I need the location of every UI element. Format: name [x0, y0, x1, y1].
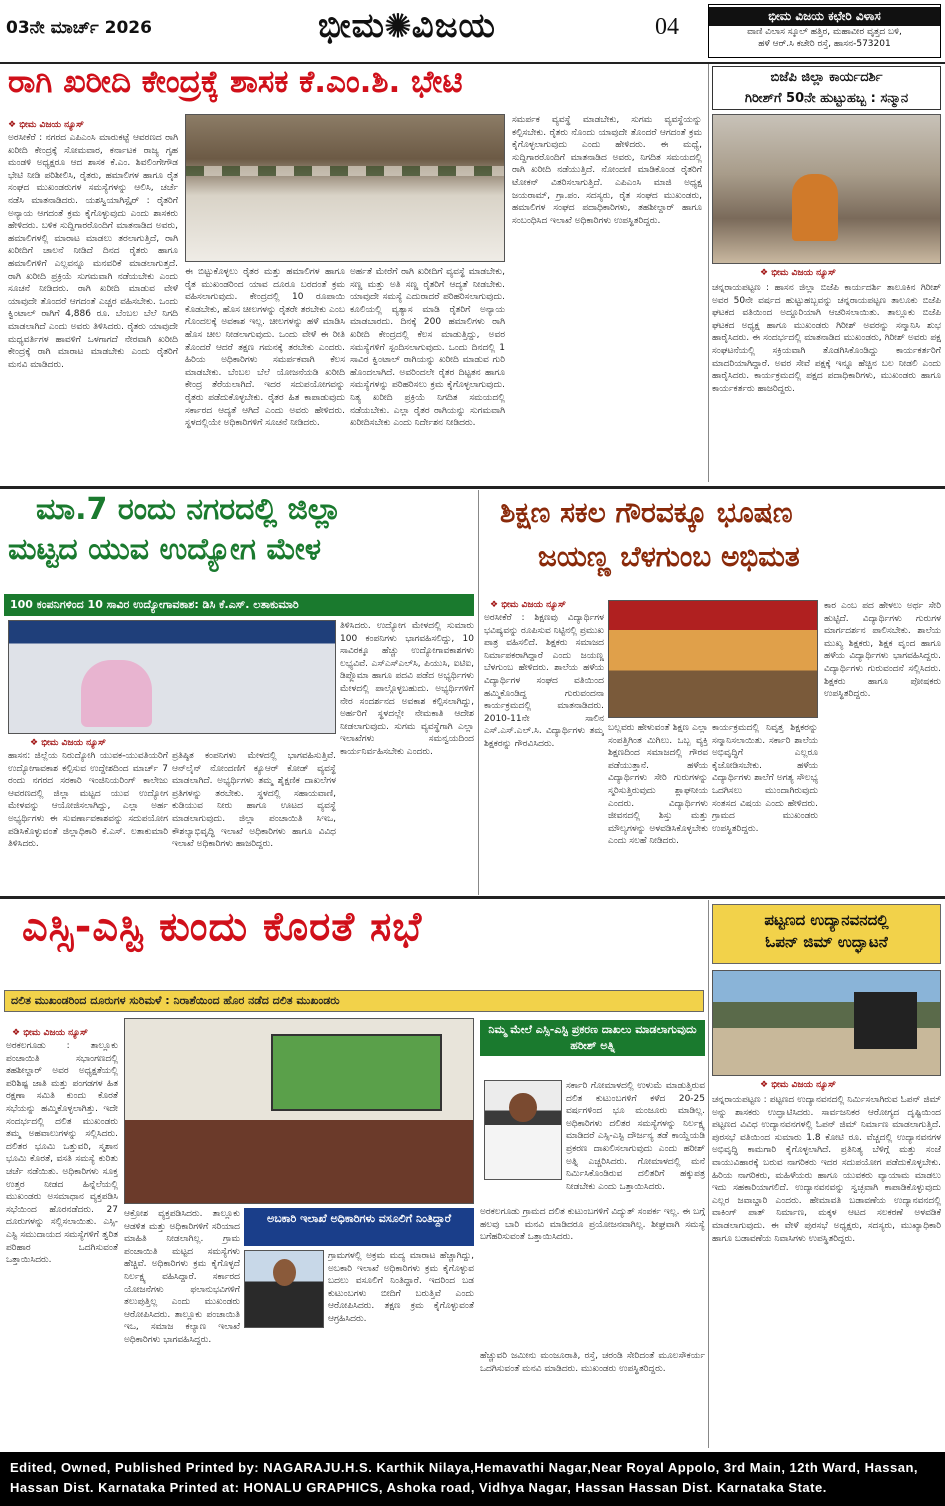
office-address-line1: ವಾಣಿ ವಿಲಾಸ ಸ್ಕೂಲ್ ಹತ್ತಿರ, ಮಹಾವೀರ ವೃತ್ತದ ಬಳಿ, [747, 27, 902, 37]
imprint-line2: Hassan Dist. Karnataka Printed at: HONALU GRAPHICS, Ashoka road, Vidhya Nagar, Hassan Hassan Dist. Karnataka State. [10, 1480, 827, 1495]
article6-body: ಚನ್ನರಾಯಪಟ್ಟಣ : ಪಟ್ಟಣದ ಉದ್ಯಾನವನದಲ್ಲಿ ನಿರ್ಮಿಸಲಾಗಿರುವ ಓಪನ್ ಜಿಮ್ ಅನ್ನು ಶಾಸಕರು ಉದ್ಘಾಟಿಸಿದರು. ಸಾರ್ವಜನಿಕರ ಆರೋಗ್ಯದ ದೃಷ್ಟಿಯಿಂದ ಪಟ್ಟಣದ ವಿವಿಧ ಉದ್ಯಾನವನಗಳಲ್ಲಿ ಓಪನ್ ಜಿಮ್ ನಿರ್ಮಾಣ ಮಾಡಲಾಗುತ್ತಿದೆ. ಪುರಸಭೆ ವತಿಯಿಂದ ಸುಮಾರು 1.8 ಕೋಟಿ ರೂ. ವೆಚ್ಚದಲ್ಲಿ ಉದ್ಯಾನವನಗಳ ಅಭಿವೃದ್ಧಿ ಕಾಮಗಾರಿ ಕೈಗೊಳ್ಳಲಾಗಿದೆ. ಪ್ರತಿನಿತ್ಯ ಬೆಳಿಗ್ಗೆ ಮತ್ತು ಸಂಜೆ ವಾಯುವಿಹಾರಕ್ಕೆ ಬರುವ ನಾಗರಿಕರು ಇದರ ಸದುಪಯೋಗ ಪಡೆದುಕೊಳ್ಳಬೇಕು. ಹಿರಿಯ ನಾಗರಿಕರು, ಮಹಿಳೆಯರು ಹಾಗೂ ಯುವಕರು ವ್ಯಾಯಾಮ ಮಾಡಲು ಇದು ಸಹಕಾರಿಯಾಗಲಿದೆ. ಉದ್ಯಾನವನವನ್ನು ಸ್ವಚ್ಛವಾಗಿ ಕಾಪಾಡಿಕೊಳ್ಳುವುದು ಎಲ್ಲರ ಜವಾಬ್ದಾರಿ ಎಂದರು. ಹೇಮಾವತಿ ಬಡಾವಣೆಯ ಉದ್ಯಾನವನದಲ್ಲಿ ವಾಕಿಂಗ್ ಪಾತ್ ನಿರ್ಮಾಣ, ಮಕ್ಕಳ ಆಟದ ಸಲಕರಣೆ ಅಳವಡಿಕೆ ಮಾಡಲಾಗುವುದು. ಈ ವೇಳೆ ಪುರಸಭೆ ಅಧ್ಯಕ್ಷರು, ಸದಸ್ಯರು, ಮುಖ್ಯಾಧಿಕಾರಿ ಹಾಗೂ ಬಡಾವಣೆಯ ನಿವಾಸಿಗಳು ಉಪಸ್ಥಿತರಿದ್ದರು. [712, 1095, 941, 1244]
section-rule-2 [0, 896, 945, 899]
article3-headline-line2: ಮಟ್ಟದ ಯುವ ಉದ್ಯೋಗ ಮೇಳ [8, 532, 322, 567]
article5-box1-portrait [484, 1080, 562, 1180]
section-rule-1 [0, 486, 945, 489]
article3-subhead: 100 ಕಂಪನಿಗಳಿಂದ 10 ಸಾವಿರ ಉದ್ಯೋಗಾವಕಾಶ: ಡಿಸಿ ಕೆ.ಎಸ್. ಲತಾಕುಮಾರಿ [10, 598, 299, 611]
article5-byline: ❖ ಭೀಮ ವಿಜಯ ನ್ಯೂಸ್ [12, 1028, 88, 1038]
article5-box3-body: ಅರಕಲಗೂಡು ಗ್ರಾಮದ ದಲಿತ ಕುಟುಂಬಗಳಿಗೆ ವಿದ್ಯುತ್ ಸಂಪರ್ಕ ಇಲ್ಲ. ಈ ಬಗ್ಗೆ ಹಲವು ಬಾರಿ ಮನವಿ ಮಾಡಿದರೂ ಪ್ರಯೋಜನವಾಗಿಲ್ಲ. ಶೀಘ್ರವಾಗಿ ಸಮಸ್ಯೆ ಬಗೆಹರಿಸುವಂತೆ ಒತ್ತಾಯಿಸಿದರು. [480, 1207, 705, 1243]
article3-col3: ಪ್ರತಿಷ್ಠಿತ ಕಂಪನಿಗಳು ಮೇಳದಲ್ಲಿ ಭಾಗವಹಿಸುತ್ತಿವೆ. ಆನ್‌ಲೈನ್ ನೋಂದಣಿಗೆ ಕ್ಯೂಆರ್ ಕೋಡ್ ವ್ಯವಸ್ಥೆ ಮಾಡಲಾಗಿದೆ. ಅಭ್ಯರ್ಥಿಗಳು ತಮ್ಮ ಶೈಕ್ಷಣಿಕ ದಾಖಲೆಗಳ ಪ್ರತಿಗಳನ್ನು ತರಬೇಕು. ಸ್ಥಳದಲ್ಲಿ ಸಹಾಯವಾಣಿ, ಕುಡಿಯುವ ನೀರು ಹಾಗೂ ಊಟದ ವ್ಯವಸ್ಥೆ ಮಾಡಲಾಗುವುದು. ಜಿಲ್ಲಾ ಪಂಚಾಯಿತಿ ಸಿಇಒ, ಕೌಶಲ್ಯಾಭಿವೃದ್ಧಿ ಇಲಾಖೆ ಅಧಿಕಾರಿಗಳು ಹಾಗೂ ವಿವಿಧ ಇಲಾಖೆ ಅಧಿಕಾರಿಗಳು ಹಾಜರಿದ್ದರು. [172, 751, 336, 850]
article5-subhead: ದಲಿತ ಮುಖಂಡರಿಂದ ದೂರುಗಳ ಸುರಿಮಳೆ : ನಿರಾಶೆಯಿಂದ ಹೊರ ನಡೆದ ದಲಿತ ಮುಖಂಡರು [11, 994, 340, 1007]
article2-byline: ❖ ಭೀಮ ವಿಜಯ ನ್ಯೂಸ್ [760, 268, 836, 278]
article5-subhead-bar [4, 990, 704, 1012]
article4-col4: ಕಾರ ಎಂಬ ಪದ ಹೇಳಲು ಅರ್ಥ ಸೇರಿ ಹುಟ್ಟಿದೆ. ವಿದ್ಯಾರ್ಥಿಗಳು ಗುರುಗಳ ಮಾರ್ಗದರ್ಶನ ಪಾಲಿಸಬೇಕು. ಶಾಲೆಯ ಮುಖ್ಯ ಶಿಕ್ಷಕರು, ಶಿಕ್ಷಕ ವೃಂದ ಹಾಗೂ ಹಳೆಯ ವಿದ್ಯಾರ್ಥಿಗಳು ಭಾಗವಹಿಸಿದ್ದರು. ವಿದ್ಯಾರ್ಥಿಗಳು ಗುರುವಂದನೆ ಸಲ್ಲಿಸಿದರು. ಶಿಕ್ಷಕರು ಹಾಗೂ ಪೋಷಕರು ಉಪಸ್ಥಿತರಿದ್ದರು. [824, 601, 941, 700]
article1-col2: ಈ ಬಿಟ್ಟುಕೊಳ್ಳಲು ರೈತರ ಮತ್ತು ಹಮಾಲಿಗಳ ಹಾಗೂ ರೈತ ಮುಖಂಡರಿಂದ ಯಾವ ದೂರೂ ಬರದಂತೆ ಕ್ರಮ ವಹಿಸಲಾಗುವುದು. ಕೇಂದ್ರದಲ್ಲಿ 10 ರೂಪಾಯಿ ಕೊಡಬೇಕು, ಹೊಸ ಚೀಲಗಳನ್ನು ರೈತರೇ ತರಬೇಕು ಎಂಬ ಗೊಂದಲಕ್ಕೆ ಅವಕಾಶ ಇಲ್ಲ. ಚೀಲಗಳನ್ನು ಹಳೆ ಮಾಡಿಸಿ ಹೊಸ ಚೀಲ ನೀಡಲಾಗುವುದು. ಒಂದು ವೇಳೆ ಈ ರೀತಿ ತೊಂದರೆ ಆದರೆ ತಕ್ಷಣ ಗಮನಕ್ಕೆ ತರಬೇಕು ಎಂದರು. ಹಿರಿಯ ಅಧಿಕಾರಿಗಳು ಸಮರ್ಪಕವಾಗಿ ಕೆಲಸ ಮಾಡಬೇಕು. ಬೆಂಬಲ ಬೆಲೆ ಯೋಜನೆಯಡಿ ಖರೀದಿ ಕೇಂದ್ರ ತೆರೆಯಲಾಗಿದೆ. ಇದರ ಸದುಪಯೋಗವನ್ನು ರೈತರು ಪಡೆದುಕೊಳ್ಳಬೇಕು. ರೈತರ ಹಿತ ಕಾಪಾಡುವುದು ಸರ್ಕಾರದ ಆದ್ಯತೆ ಆಗಿದೆ ಎಂದು ಅವರು ಹೇಳಿದರು. ಸ್ಥಳದಲ್ಲಿಯೇ ಅಧಿಕಾರಿಗಳಿಗೆ ಸೂಚನೆ ನೀಡಿದರು. [185, 267, 345, 429]
newspaper-logo: ಭೀಮ✺ವಿಜಯ [318, 6, 496, 46]
article4-byline: ❖ ಭೀಮ ವಿಜಯ ನ್ಯೂಸ್ [490, 600, 566, 610]
article4-headline-line1: ಶಿಕ್ಷಣ ಸಕಲ ಗೌರವಕ್ಕೂ ಭೂಷಣ [500, 496, 793, 529]
office-address-line2: ಹಳೆ ಆರ್.ಸಿ ಕಚೇರಿ ರಸ್ತೆ, ಹಾಸನ-573201 [758, 39, 891, 49]
article3-byline: ❖ ಭೀಮ ವಿಜಯ ನ್ಯೂಸ್ [30, 738, 106, 748]
article3-col1: ಹಾಸನ: ಜಿಲ್ಲೆಯ ನಿರುದ್ಯೋಗಿ ಯುವಕ-ಯುವತಿಯರಿಗೆ ಉದ್ಯೋಗಾವಕಾಶ ಕಲ್ಪಿಸುವ ಉದ್ದೇಶದಿಂದ ಮಾರ್ಚ್ 7 ರಂದು ನಗರದ ಸರಕಾರಿ ಇಂಜಿನಿಯರಿಂಗ್ ಕಾಲೇಜು ಆವರಣದಲ್ಲಿ ಜಿಲ್ಲಾ ಮಟ್ಟದ ಯುವ ಉದ್ಯೋಗ ಮೇಳವನ್ನು ಆಯೋಜಿಸಲಾಗಿದ್ದು, ಎಲ್ಲಾ ಅರ್ಹ ಅಭ್ಯರ್ಥಿಗಳು ಈ ಸುವರ್ಣಾವಕಾಶವನ್ನು ಸದುಪಯೋಗ ಪಡಿಸಿಕೊಳ್ಳುವಂತೆ ಜಿಲ್ಲಾಧಿಕಾರಿ ಕೆ.ಎಸ್. ಲತಾಕುಮಾರಿ ತಿಳಿಸಿದರು. [8, 751, 168, 850]
article5-box1-title: ನಿಮ್ಮ ಮೇಲೆ ಎಸ್ಸಿ-ಎಸ್ಟಿ ಪ್ರಕರಣ ದಾಖಲು ಮಾಡಲಾಗುವುದು ಹರೀಶ್ ಅತ್ನಿ [488, 1023, 697, 1052]
article6-headline-box [712, 904, 941, 964]
article5-box4-body: ಹೆಚ್ಚುವರಿ ಜಮೀನು ಮಂಜೂರಾತಿ, ರಸ್ತೆ, ಚರಂಡಿ ಸೇರಿದಂತೆ ಮೂಲಸೌಕರ್ಯ ಒದಗಿಸುವಂತೆ ಮನವಿ ಮಾಡಿದರು. ಮುಖಂಡರು ಉಪಸ್ಥಿತರಿದ್ದರು. [480, 1351, 705, 1374]
article3-headline-line1: ಮಾ.7 ರಂದು ನಗರದಲ್ಲಿ ಜಿಲ್ಲಾ [36, 492, 342, 527]
article6-headline-line2: ಓಪನ್ ಜಿಮ್ ಉದ್ಘಾಟನೆ [765, 933, 888, 951]
article5-photo [124, 1018, 474, 1204]
article1-col4b [512, 266, 702, 462]
article1-headline: ರಾಗಿ ಖರೀದಿ ಕೇಂದ್ರಕ್ಕೆ ಶಾಸಕ ಕೆ.ಎಂ.ಶಿ. ಭೇಟಿ [8, 64, 463, 100]
article2-headline-line2: ಗಿರೀಶ್‌ಗೆ 50ನೇ ಹುಟ್ಟುಹಬ್ಬ : ಸನ್ಮಾನ [744, 91, 909, 106]
imprint-footer [0, 1452, 945, 1506]
article1-byline: ❖ ಭೀಮ ವಿಜಯ ನ್ಯೂಸ್ [8, 120, 84, 130]
article5-headline: ಎಸ್ಸಿ-ಎಸ್ಟಿ ಕುಂದು ಕೊರತೆ ಸಭೆ [22, 904, 423, 950]
article1-photo [185, 114, 505, 262]
article4-col3: ಕಾರ್ಯಕ್ರಮದಲ್ಲಿ ನಿವೃತ್ತ ಶಿಕ್ಷಕರನ್ನು ಸನ್ಮಾನಿಸಲಾಯಿತು. ಸರ್ಕಾರಿ ಶಾಲೆಯ ಅಭಿವೃದ್ಧಿಗೆ ಎಲ್ಲರೂ ಕೈಜೋಡಿಸಬೇಕು. ಹಳೆಯ ವಿದ್ಯಾರ್ಥಿಗಳು ಶಾಲೆಗೆ ಅಗತ್ಯ ಸೌಲಭ್ಯ ಒದಗಿಸಲು ಮುಂದಾಗಿರುವುದು ಸಂತಸದ ವಿಷಯ ಎಂದು ಹೇಳಿದರು. ಗ್ರಾಮದ ಮುಖಂಡರು ಉಪಸ್ಥಿತರಿದ್ದರು. [712, 723, 818, 834]
article5-col1: ಅರಕಲಗೂಡು : ತಾಲ್ಲೂಕು ಪಂಚಾಯಿತಿ ಸಭಾಂಗಣದಲ್ಲಿ ತಹಶೀಲ್ದಾರ್ ಅವರ ಅಧ್ಯಕ್ಷತೆಯಲ್ಲಿ ಪರಿಶಿಷ್ಟ ಜಾತಿ ಮತ್ತು ಪಂಗಡಗಳ ಹಿತ ರಕ್ಷಣಾ ಸಮಿತಿ ಕುಂದು ಕೊರತೆ ಸಭೆಯನ್ನು ಹಮ್ಮಿಕೊಳ್ಳಲಾಗಿತ್ತು. ಇದೇ ಸಂದರ್ಭದಲ್ಲಿ ದಲಿತ ಮುಖಂಡರು ತಮ್ಮ ಅಹವಾಲುಗಳನ್ನು ಸಲ್ಲಿಸಿದರು. ದಲಿತರ ಭೂಮಿ ಒತ್ತುವರಿ, ಸ್ಮಶಾನ ಭೂಮಿ ಕೊರತೆ, ವಸತಿ ಸಮಸ್ಯೆ ಕುರಿತು ಚರ್ಚೆ ನಡೆಯಿತು. ಅಧಿಕಾರಿಗಳು ಸೂಕ್ತ ಉತ್ತರ ನೀಡದ ಹಿನ್ನೆಲೆಯಲ್ಲಿ ಮುಖಂಡರು ಅಸಮಾಧಾನ ವ್ಯಕ್ತಪಡಿಸಿ ಸಭೆಯಿಂದ ಹೊರನಡೆದರು. 27 ದೂರುಗಳನ್ನು ಸಲ್ಲಿಸಲಾಯಿತು. ಎಸ್ಸಿ-ಎಸ್ಟಿ ಸಮುದಾಯದ ಸಮಸ್ಯೆಗಳಿಗೆ ತ್ವರಿತ ಪರಿಹಾರ ಒದಗಿಸುವಂತೆ ಒತ್ತಾಯಿಸಿದರು. [6, 1041, 118, 1266]
article2-headline-box [712, 66, 941, 110]
article2-body: ಚನ್ನರಾಯಪಟ್ಟಣ : ಹಾಸನ ಜಿಲ್ಲಾ ಬಿಜೆಪಿ ಕಾರ್ಯದರ್ಶಿ ತಾಲೂಕಿನ ಗಿರೀಶ್ ಅವರ 50ನೇ ವರ್ಷದ ಹುಟ್ಟುಹಬ್ಬವನ್ನು ಚನ್ನರಾಯಪಟ್ಟಣ ತಾಲೂಕು ಬಿಜೆಪಿ ಘಟಕದ ವತಿಯಿಂದ ಅದ್ದೂರಿಯಾಗಿ ಆಚರಿಸಲಾಯಿತು. ತಾಲ್ಲೂಕು ಬಿಜೆಪಿ ಘಟಕದ ಅಧ್ಯಕ್ಷ ಹಾಗೂ ಮುಖಂಡರು ಗಿರೀಶ್ ಅವರನ್ನು ಸನ್ಮಾನಿಸಿ ಶುಭ ಹಾರೈಸಿದರು. ಈ ಸಂದರ್ಭದಲ್ಲಿ ಮಾತನಾಡಿದ ಮುಖಂಡರು, ಗಿರೀಶ್ ಅವರು ಪಕ್ಷ ಸಂಘಟನೆಯಲ್ಲಿ ಸಕ್ರಿಯವಾಗಿ ತೊಡಗಿಸಿಕೊಂಡಿದ್ದು ಕಾರ್ಯಕರ್ತರಿಗೆ ಮಾದರಿಯಾಗಿದ್ದಾರೆ. ಅವರ ಸೇವೆ ಪಕ್ಷಕ್ಕೆ ಇನ್ನೂ ಹೆಚ್ಚಿನ ಬಲ ನೀಡಲಿ ಎಂದು ಹಾರೈಸಿದರು. ಕಾರ್ಯಕ್ರಮದಲ್ಲಿ ಪಕ್ಷದ ಪದಾಧಿಕಾರಿಗಳು, ಮುಖಂಡರು ಹಾಗೂ ಕಾರ್ಯಕರ್ತರು ಹಾಜರಿದ್ದರು. [712, 283, 941, 394]
article1-col3: ಅರ್ಹತೆ ಮೇರೆಗೆ ರಾಗಿ ಖರೀದಿಗೆ ವ್ಯವಸ್ಥೆ ಮಾಡಬೇಕು, ಸಣ್ಣ ಮತ್ತು ಅತಿ ಸಣ್ಣ ರೈತರಿಗೆ ಆದ್ಯತೆ ನೀಡಬೇಕು. ಯಾವುದೇ ಸಮಸ್ಯೆ ಎದುರಾದರೆ ಪರಿಹರಿಸಲಾಗುವುದು. ಕೂಲಿಯಲ್ಲಿ ವ್ಯತ್ಯಾಸ ಮಾಡಿ ರೈತರಿಗೆ ಅನ್ಯಾಯ ಮಾಡಬಾರದು. ದಿನಕ್ಕೆ 200 ಹಮಾಲಿಗಳು ರಾಗಿ ಖರೀದಿ ಕೇಂದ್ರದಲ್ಲಿ ಕೆಲಸ ಮಾಡುತ್ತಿದ್ದು, ಅವರ ಸಮಸ್ಯೆಗಳಿಗೆ ಸ್ಪಂದಿಸಲಾಗುವುದು. ಒಂದು ದಿನದಲ್ಲಿ 1 ಸಾವಿರ ಕ್ವಿಂಟಾಲ್ ರಾಗಿಯನ್ನು ಖರೀದಿ ಮಾಡುವ ಗುರಿ ಹೊಂದಲಾಗಿದೆ. ಅವರಿಂದಲೇ ರೈತರ ದಿಟ್ಟತನ ಹಾಗೂ ಸಮಸ್ಯೆಗಳನ್ನು ಪರಿಹರಿಸಲು ಕ್ರಮ ಕೈಗೊಳ್ಳಲಾಗುವುದು. ನಿತ್ಯ ಖರೀದಿ ಪ್ರಕ್ರಿಯೆ ನಿಗದಿತ ಸಮಯದಲ್ಲಿ ನಡೆಯಬೇಕು. ಎಲ್ಲಾ ರೈತರ ರಾಗಿಯನ್ನು ಸುಗಮವಾಗಿ ಖರೀದಿಸಬೇಕು ಎಂದು ನಿರ್ದೇಶನ ನೀಡಿದರು. [350, 267, 505, 429]
column-divider-2 [478, 490, 479, 895]
article4-photo [608, 600, 818, 718]
office-address-box [708, 4, 941, 58]
article4-col1: ಅರಸೀಕೆರೆ : ಶಿಕ್ಷಣವು ವಿದ್ಯಾರ್ಥಿಗಳ ಭವಿಷ್ಯವನ್ನು ರೂಪಿಸುವ ನಿಟ್ಟಿನಲ್ಲಿ ಪ್ರಮುಖ ಪಾತ್ರ ವಹಿಸಲಿದೆ. ಶಿಕ್ಷಕರು ಸಮಾಜದ ನಿರ್ಮಾಪಕರಾಗಿದ್ದಾರೆ ಎಂದು ಜಯಣ್ಣ ಬೆಳಗುಂಬ ಹೇಳಿದರು. ಶಾಲೆಯ ಹಳೆಯ ವಿದ್ಯಾರ್ಥಿಗಳ ಸಂಘದ ವತಿಯಿಂದ ಹಮ್ಮಿಕೊಂಡಿದ್ದ ಗುರುವಂದನಾ ಕಾರ್ಯಕ್ರಮದಲ್ಲಿ ಮಾತನಾಡಿದರು. 2010-11ನೇ ಸಾಲಿನ ಎಸ್.ಎಸ್.ಎಲ್.ಸಿ. ವಿದ್ಯಾರ್ಥಿಗಳು ತಮ್ಮ ಶಿಕ್ಷಕರನ್ನು ಗೌರವಿಸಿದರು. [484, 613, 604, 749]
article1-col1: ಅರಸೀಕೆರೆ : ನಗರದ ಎಪಿಎಂಸಿ ಮಾರುಕಟ್ಟೆ ಆವರಣದ ರಾಗಿ ಖರೀದಿ ಕೇಂದ್ರಕ್ಕೆ ಸೋಮವಾರ, ಕರ್ನಾಟಕ ರಾಜ್ಯ ಗೃಹ ಮಂಡಳಿ ಅಧ್ಯಕ್ಷರೂ ಆದ ಶಾಸಕ ಕೆ.ಎಂ. ಶಿವಲಿಂಗೇಗೌಡ ಭೇಟಿ ನೀಡಿ ಪರಿಶೀಲಿಸಿ, ರೈತರು, ಹಮಾಲಿಗಳ ಹಾಗೂ ರೈತ ಸಂಘದ ಮುಖಂಡರುಗಳ ಸಮಸ್ಯೆಗಳನ್ನು ಆಲಿಸಿ, ಚರ್ಚೆ ನಡೆಸಿ ಮಾತನಾಡಿದರು. ಯಶಸ್ವಿಯಾಗಿಸ್ಪೈರ್ : ರೈತರಿಗೆ ಅನ್ಯಾಯ ಆಗದಂತೆ ಕ್ರಮ ಕೈಗೊಳ್ಳುವುದು ಎಂದು ಶಾಸಕರು ಹೇಳಿದರು. ಬಳಿಕ ಸುದ್ದಿಗಾರರೊಂದಿಗೆ ಮಾತನಾಡಿದ ಅವರು, ಹಮಾಲಿಗಳಲ್ಲಿ ಮಾರಾಟ ಮಾಡಲು ತರಲಾಗುತ್ತಿದೆ, ರಾಗಿ ಖರೀದಿಗೆ ಚಾಲನೆ ನೀಡಿದೆ ದಿನದ ರೈತರು ಹಾಗೂ ಹಮಾಲಿಗಳಿಗೆ ಎಲ್ಲವನ್ನೂ ಮನವರಿಕೆ ಮಾಡಲಾಗುತ್ತದೆ. ರಾಗಿ ಖರೀದಿ ಪ್ರಕ್ರಿಯೆ ಸುಗಮವಾಗಿ ನಡೆಯಬೇಕು ಎಂದು ಸೂಚನೆ ನೀಡಿದರು. ರಾಗಿ ಖರೀದಿ ಮಾಡುವ ವೇಳೆ ಯಾವುದೇ ತೊಂದರೆ ಆಗದಂತೆ ಎಚ್ಚರ ವಹಿಸಬೇಕು. ಒಂದು ಕ್ವಿಂಟಾಲ್ ರಾಗಿಗೆ 4,886 ರೂ. ಬೆಂಬಲ ಬೆಲೆ ನಿಗದಿ ಮಾಡಲಾಗಿದೆ ಎಂದು ಅವರು ತಿಳಿಸಿದರು. ರೈತರು ಯಾವುದೇ ಮಧ್ಯವರ್ತಿಗಳ ಹಾವಳಿಗೆ ಒಳಗಾಗದೆ ನೇರವಾಗಿ ಖರೀದಿ ಕೇಂದ್ರಕ್ಕೆ ರಾಗಿ ಮಾರಾಟ ಮಾಡಬೇಕು ಎಂದು ರೈತರಿಗೆ ಮನವಿ ಮಾಡಿದರು. [8, 133, 178, 370]
article5-box2-title-bar [244, 1208, 474, 1246]
article3-photo [8, 620, 336, 734]
article3-subhead-bar [4, 594, 474, 616]
article1-col4: ಸಮರ್ಪಕ ವ್ಯವಸ್ಥೆ ಮಾಡಬೇಕು, ಸುಗಮ ವ್ಯವಸ್ಥೆಯನ್ನು ಕಲ್ಪಿಸಬೇಕು. ರೈತರು ನೊಂದು ಯಾವುದೇ ತೊಂದರೆ ಆಗದಂತೆ ಕ್ರಮ ಕೈಗೊಳ್ಳಲಾಗುವುದು ಎಂದು ಹೇಳಿದರು. ಈ ಮಧ್ಯೆ, ಸುದ್ದಿಗಾರರೊಂದಿಗೆ ಮಾತನಾಡಿದ ಅವರು, ನಿಗದಿತ ಸಮಯದಲ್ಲಿ ರಾಗಿ ಖರೀದಿ ನಡೆಯುತ್ತಿದೆ. ನೋಂದಣಿ ಮಾಡಿಕೊಂಡ ರೈತರಿಗೆ ಟೋಕನ್ ವಿತರಿಸಲಾಗುತ್ತಿದೆ. ಎಪಿಎಂಸಿ ಮಾಜಿ ಅಧ್ಯಕ್ಷ ಜಯರಾಮ್, ಗ್ರಾ.ಪಂ. ಸದಸ್ಯರು, ರೈತ ಸಂಘದ ಮುಖಂಡರು, ಹಮಾಲಿಗಳ ಸಂಘದ ಪದಾಧಿಕಾರಿಗಳು, ತಹಶೀಲ್ದಾರ್ ಹಾಗೂ ಸಂಬಂಧಿಸಿದ ಇಲಾಖೆ ಅಧಿಕಾರಿಗಳು ಉಪಸ್ಥಿತರಿದ್ದರು. [512, 115, 702, 226]
office-address-title: ಭೀಮ ವಿಜಯ ಕಛೇರಿ ವಿಳಾಸ [709, 7, 940, 26]
article4-headline-line2: ಜಯಣ್ಣ ಬೆಳಗುಂಬ ಅಭಿಮತ [538, 540, 800, 573]
column-divider [708, 64, 709, 482]
article3-col2: ತಿಳಿಸಿದರು. ಉದ್ಯೋಗ ಮೇಳದಲ್ಲಿ ಸುಮಾರು 100 ಕಂಪನಿಗಳು ಭಾಗವಹಿಸಲಿದ್ದು, 10 ಸಾವಿರಕ್ಕೂ ಹೆಚ್ಚು ಉದ್ಯೋಗಾವಕಾಶಗಳು ಲಭ್ಯವಿವೆ. ಎಸ್ಎಸ್ಎಲ್‌ಸಿ, ಪಿಯುಸಿ, ಐಟಿಐ, ಡಿಪ್ಲೊಮಾ ಹಾಗೂ ಪದವಿ ಪಡೆದ ಅಭ್ಯರ್ಥಿಗಳು ಮೇಳದಲ್ಲಿ ಪಾಲ್ಗೊಳ್ಳಬಹುದು. ಅಭ್ಯರ್ಥಿಗಳಿಗೆ ನೇರ ಸಂದರ್ಶನದ ಅವಕಾಶ ಕಲ್ಪಿಸಲಾಗಿದ್ದು, ಅರ್ಹರಿಗೆ ಸ್ಥಳದಲ್ಲೇ ನೇಮಕಾತಿ ಆದೇಶ ನೀಡಲಾಗುವುದು. ಸುಗಮ ವ್ಯವಸ್ಥೆಗಾಗಿ ಎಲ್ಲಾ ಇಲಾಖೆಗಳು ಸಮನ್ವಯದಿಂದ ಕಾರ್ಯನಿರ್ವಹಿಸಬೇಕು ಎಂದರು. [340, 621, 474, 757]
article5-box2-body: ಗ್ರಾಮಗಳಲ್ಲಿ ಅಕ್ರಮ ಮದ್ಯ ಮಾರಾಟ ಹೆಚ್ಚಾಗಿದ್ದು, ಅಬಕಾರಿ ಇಲಾಖೆ ಅಧಿಕಾರಿಗಳು ಕ್ರಮ ಕೈಗೊಳ್ಳುವ ಬದಲು ವಸೂಲಿಗೆ ನಿಂತಿದ್ದಾರೆ. ಇದರಿಂದ ಬಡ ಕುಟುಂಬಗಳು ಬೀದಿಗೆ ಬರುತ್ತಿವೆ ಎಂದು ಆರೋಪಿಸಿದರು. ತಕ್ಷಣ ಕ್ರಮ ಕೈಗೊಳ್ಳುವಂತೆ ಆಗ್ರಹಿಸಿದರು. [328, 1251, 474, 1324]
masthead [0, 0, 945, 62]
page-number: 04 [655, 14, 679, 40]
article6-headline-line1: ಪಟ್ಟಣದ ಉದ್ಯಾನವನದಲ್ಲಿ [764, 911, 889, 929]
article5-box2-title: ಅಬಕಾರಿ ಇಲಾಖೆ ಅಧಿಕಾರಿಗಳು ವಸೂಲಿಗೆ ನಿಂತಿದ್ದಾರೆ [266, 1212, 452, 1225]
article5-box1-body: ಸರ್ಕಾರಿ ಗೋಮಾಳದಲ್ಲಿ ಉಳುಮೆ ಮಾಡುತ್ತಿರುವ ದಲಿತ ಕುಟುಂಬಗಳಿಗೆ ಕಳೆದ 20-25 ವರ್ಷಗಳಿಂದ ಭೂ ಮಂಜೂರು ಮಾಡಿಲ್ಲ. ಅಧಿಕಾರಿಗಳು ದಲಿತರ ಸಮಸ್ಯೆಗಳನ್ನು ನಿರ್ಲಕ್ಷ್ಯ ಮಾಡಿದರೆ ಎಸ್ಸಿ-ಎಸ್ಟಿ ದೌರ್ಜನ್ಯ ತಡೆ ಕಾಯ್ದೆಯಡಿ ಪ್ರಕರಣ ದಾಖಲಿಸಲಾಗುವುದು ಎಂದು ಹರೀಶ್ ಅತ್ನಿ ಎಚ್ಚರಿಸಿದರು. ಗೋಮಾಳದಲ್ಲಿ ಮನೆ ನಿರ್ಮಿಸಿಕೊಂಡಿರುವ ದಲಿತರಿಗೆ ಹಕ್ಕುಪತ್ರ ನೀಡಬೇಕು ಎಂದು ಒತ್ತಾಯಿಸಿದರು. [566, 1081, 705, 1192]
article5-box1-title-bar [480, 1020, 705, 1056]
issue-date: 03ನೇ ಮಾರ್ಚ್ 2026 [6, 18, 152, 38]
article6-byline: ❖ ಭೀಮ ವಿಜಯ ನ್ಯೂಸ್ [760, 1080, 836, 1090]
imprint-line1: Edited, Owned, Published Printed by: NAGARAJU.H.S. Karthik Nilaya,Hemavathi Nagar,Near Royal Appolo, 3rd Main, 12th Ward, Hassan, [10, 1460, 918, 1475]
article6-photo [712, 970, 941, 1076]
article4-col2: ಬಲ್ಲವರು ಹೇಳುವಂತೆ ಶಿಕ್ಷಣ ಎಲ್ಲಾ ಸಂಪತ್ತಿಗಿಂತ ಮಿಗಿಲು. ಒಬ್ಬ ವ್ಯಕ್ತಿ ಶಿಕ್ಷಣದಿಂದ ಸಮಾಜದಲ್ಲಿ ಗೌರವ ಪಡೆಯುತ್ತಾನೆ. ಹಳೆಯ ವಿದ್ಯಾರ್ಥಿಗಳು ಸೇರಿ ಗುರುಗಳನ್ನು ಸ್ಮರಿಸುತ್ತಿರುವುದು ಶ್ಲಾಘನೀಯ ಎಂದರು. ವಿದ್ಯಾರ್ಥಿಗಳು ಜೀವನದಲ್ಲಿ ಶಿಸ್ತು ಮತ್ತು ಮೌಲ್ಯಗಳನ್ನು ಅಳವಡಿಸಿಕೊಳ್ಳಬೇಕು ಎಂದು ಸಲಹೆ ನೀಡಿದರು. [608, 723, 708, 847]
article5-box2-portrait [244, 1250, 324, 1328]
article2-headline-line1: ಬಿಜೆಪಿ ಜಿಲ್ಲಾ ಕಾರ್ಯದರ್ಶಿ [770, 70, 883, 85]
column-divider-3 [708, 900, 709, 1448]
article2-photo [712, 114, 941, 264]
article5-col2: ಆಕ್ರೋಶ ವ್ಯಕ್ತಪಡಿಸಿದರು. ತಾಲ್ಲೂಕು ಆಡಳಿತ ಮತ್ತು ಅಧಿಕಾರಿಗಳಿಗೆ ಸರಿಯಾದ ಮಾಹಿತಿ ನೀಡಲಾಗಿಲ್ಲ. ಗ್ರಾಮ ಪಂಚಾಯಿತಿ ಮಟ್ಟದ ಸಮಸ್ಯೆಗಳು ಹೆಚ್ಚಿವೆ. ಅಧಿಕಾರಿಗಳು ಕ್ರಮ ಕೈಗೊಳ್ಳದೆ ನಿರ್ಲಕ್ಷ್ಯ ವಹಿಸಿದ್ದಾರೆ. ಸರ್ಕಾರದ ಯೋಜನೆಗಳು ಫಲಾನುಭವಿಗಳಿಗೆ ತಲುಪುತ್ತಿಲ್ಲ ಎಂದು ಮುಖಂಡರು ಆರೋಪಿಸಿದರು. ತಾಲ್ಲೂಕು ಪಂಚಾಯಿತಿ ಇಒ, ಸಮಾಜ ಕಲ್ಯಾಣ ಇಲಾಖೆ ಅಧಿಕಾರಿಗಳು ಭಾಗವಹಿಸಿದ್ದರು. [124, 1209, 240, 1345]
